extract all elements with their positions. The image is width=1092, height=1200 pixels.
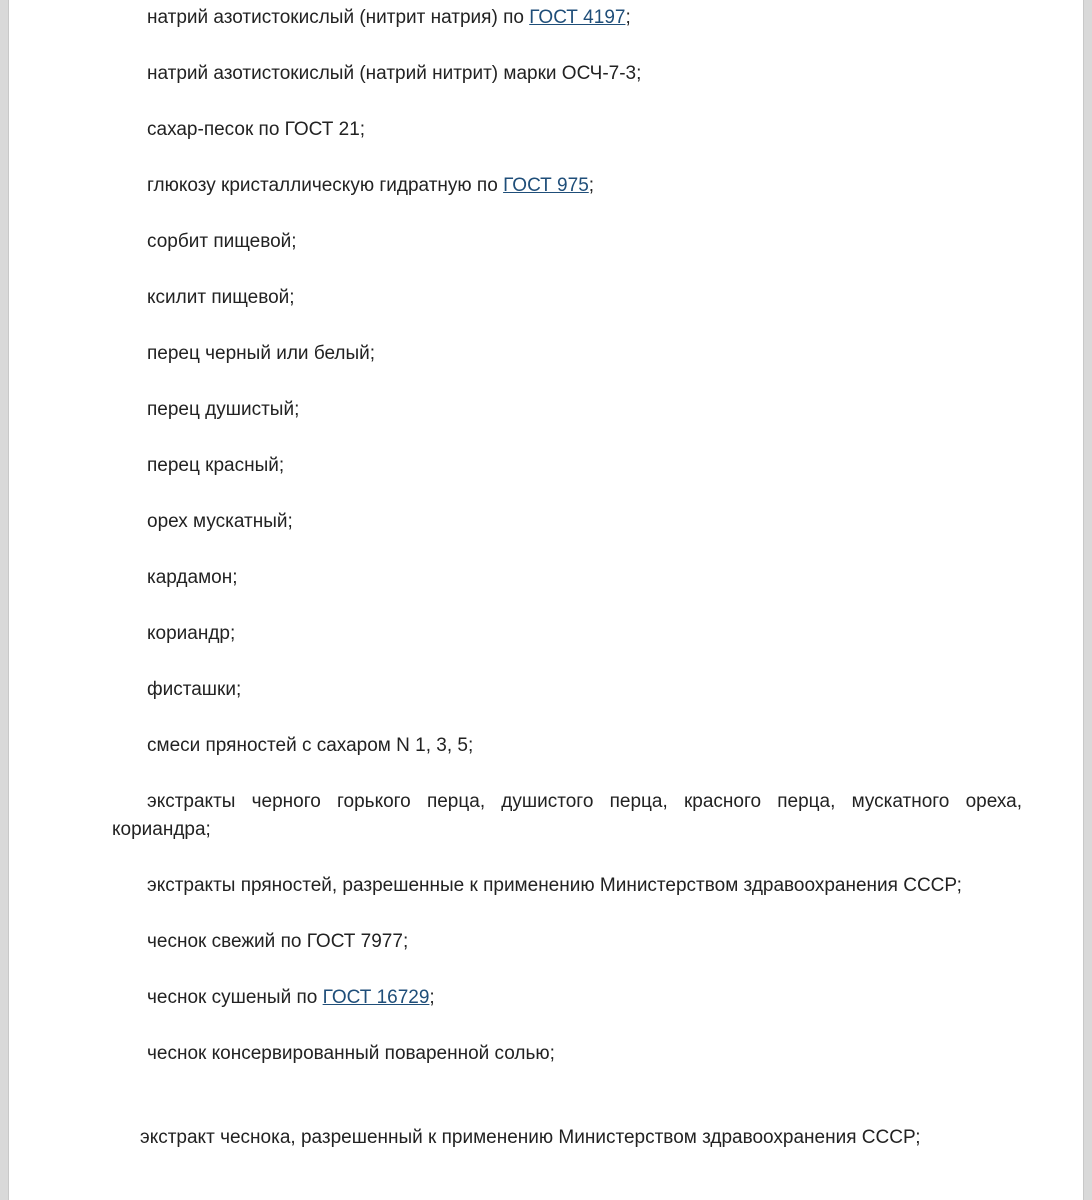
list-item: кардамон;: [147, 567, 238, 588]
list-item: глюкозу кристаллическую гидратную по ГОСТ 975;: [147, 175, 595, 196]
list-item: натрий азотистокислый (натрий нитрит) марки ОСЧ-7-3;: [147, 63, 642, 84]
list-item: сорбит пищевой;: [147, 231, 297, 252]
list-item: чеснок консервированный поваренной солью;: [147, 1043, 555, 1064]
list-item: перец черный или белый;: [147, 343, 376, 364]
list-item: чеснок сушеный по ГОСТ 16729;: [147, 987, 435, 1008]
gost-16729-link[interactable]: ГОСТ 16729: [322, 987, 430, 1008]
list-item: натрий азотистокислый (нитрит натрия) по ГОСТ 4197;: [147, 7, 631, 28]
list-item: смеси пряностей с сахаром N 1, 3, 5;: [147, 735, 474, 756]
list-item: перец душистый;: [147, 399, 300, 420]
gost-975-link[interactable]: ГОСТ 975: [503, 175, 589, 196]
list-item: экстракт чеснока, разрешенный к применению Министерством здравоохранения СССР;: [140, 1127, 921, 1148]
list-item: экстракты черного горького перца, душистого перца, красного перца, мускатного ореха, кориандра;: [112, 791, 1022, 840]
list-item: перец красный;: [147, 455, 285, 476]
list-item: фисташки;: [147, 679, 242, 700]
list-item: ксилит пищевой;: [147, 287, 295, 308]
list-item: экстракты пряностей, разрешенные к применению Министерством здравоохранения СССР;: [147, 875, 962, 896]
list-item: орех мускатный;: [147, 511, 293, 532]
list-item: чеснок свежий по ГОСТ 7977;: [147, 931, 409, 952]
list-item: кориандр;: [147, 623, 236, 644]
gost-4197-link[interactable]: ГОСТ 4197: [529, 7, 626, 28]
list-item: сахар-песок по ГОСТ 21;: [147, 119, 366, 140]
document-page: [8, 0, 1084, 1200]
